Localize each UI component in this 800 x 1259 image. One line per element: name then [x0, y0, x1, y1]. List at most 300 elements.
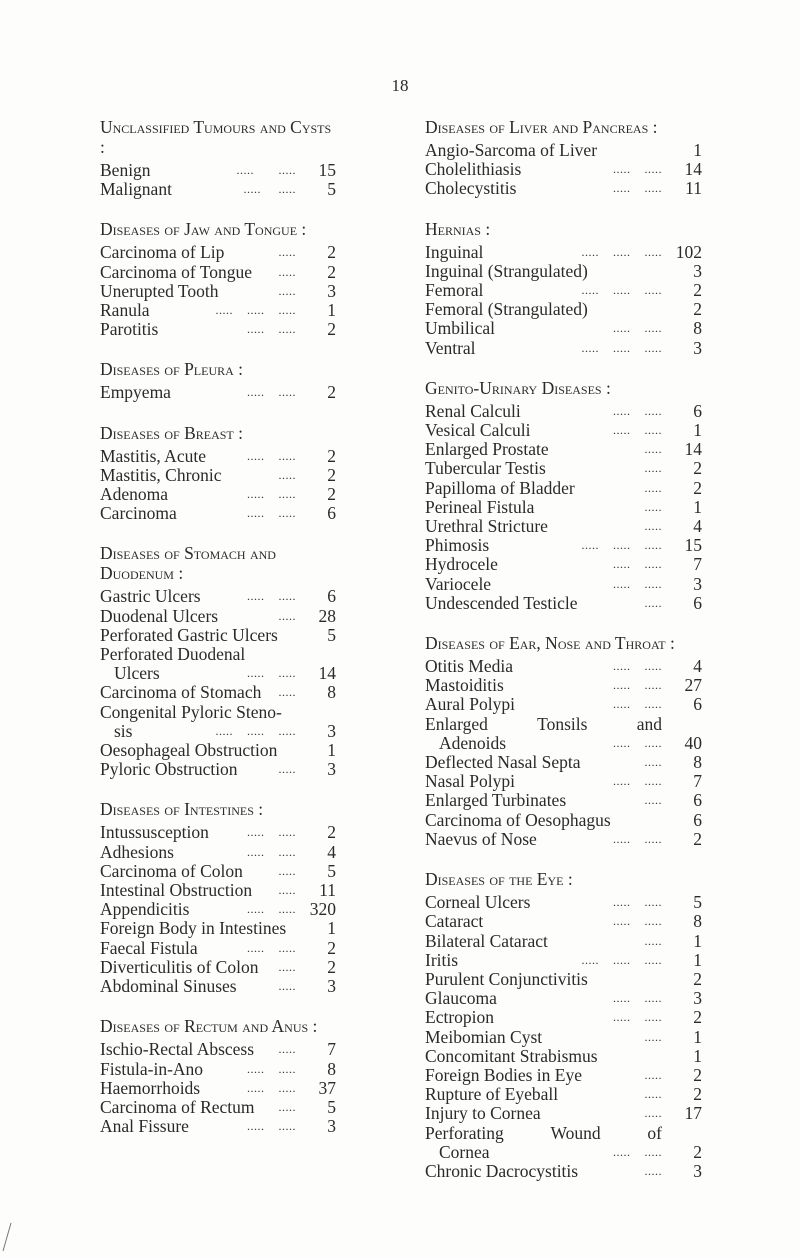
section: [425, 378, 702, 613]
row-count: 1: [327, 918, 336, 939]
section: [100, 219, 336, 339]
table-row: [425, 932, 702, 951]
leader-dots: ..... .....: [613, 423, 662, 438]
section-heading: Diseases of Pleura :: [100, 359, 244, 380]
row-label: Adenoma: [100, 484, 169, 505]
leader-dots: .....: [644, 595, 662, 610]
leader-dots: .....: [278, 283, 296, 298]
row-label: Meibomian Cyst: [425, 1026, 543, 1047]
table-row: [425, 179, 702, 198]
leader-dots: .....: [644, 1067, 662, 1082]
row-count: 17: [684, 1103, 702, 1124]
table-row: [425, 753, 702, 772]
leader-dots: ..... .....: [613, 181, 662, 196]
row-count: 15: [684, 535, 702, 556]
leader-dots: ..... .....: [236, 163, 296, 177]
row-count: 2: [327, 484, 336, 505]
row-label: Oesophageal Obstruction: [100, 740, 278, 761]
section: [100, 423, 336, 524]
table-row: [100, 1079, 336, 1098]
table-row: [100, 587, 336, 606]
row-count: 3: [327, 280, 336, 301]
leader-dots: ..... ..... .....: [581, 283, 662, 298]
row-label: Perforating Wound of: [425, 1122, 662, 1143]
row-count: 14: [318, 663, 336, 684]
table-row: [425, 1028, 702, 1047]
row-label: Ventral: [425, 337, 476, 358]
table-row: [100, 320, 336, 339]
leader-dots: ..... .....: [247, 1061, 296, 1076]
row-label: Femoral: [425, 280, 484, 301]
row-label: Carcinoma of Oesophagus: [425, 809, 611, 830]
table-row: [425, 676, 702, 695]
table-row: [425, 734, 702, 753]
row-label: Adenoids: [439, 732, 507, 753]
row-label: Aural Polypi: [425, 694, 515, 715]
leader-dots: .....: [644, 499, 662, 514]
leader-dots: .....: [278, 467, 296, 482]
row-label: Iritis: [425, 949, 459, 970]
row-label: Urethral Stricture: [425, 516, 548, 537]
leader-dots: ..... .....: [613, 774, 662, 789]
table-row: [425, 479, 702, 498]
row-label: Enlarged Prostate: [425, 439, 549, 460]
table-row: [425, 575, 702, 594]
row-count: 8: [327, 682, 336, 703]
leader-dots: .....: [278, 979, 296, 994]
row-label: Hydrocele: [425, 554, 498, 575]
row-label: Carcinoma of Rectum: [100, 1096, 255, 1117]
row-count: 1: [693, 496, 702, 517]
row-count: 6: [693, 400, 702, 421]
table-row: [100, 741, 336, 760]
row-label: Chronic Dacrocystitis: [425, 1160, 579, 1181]
section: [100, 1016, 336, 1136]
row-label: Femoral (Strangulated): [425, 299, 588, 320]
table-row: [425, 300, 702, 319]
row-label: Concomitant Strabismus: [425, 1045, 598, 1066]
row-count: 5: [327, 860, 336, 881]
leader-dots: ..... ..... .....: [215, 303, 296, 318]
row-label: Perforated Duodenal: [100, 644, 246, 665]
row-count: 8: [693, 752, 702, 773]
row-count: 27: [684, 675, 702, 696]
section: [100, 117, 336, 199]
row-label: Ranula: [100, 300, 150, 321]
table-row: [425, 830, 702, 849]
row-count: 102: [675, 241, 702, 262]
row-label: Foreign Bodies in Eye: [425, 1064, 582, 1085]
row-count: 1: [693, 1026, 702, 1047]
table-row: [425, 970, 702, 989]
table-row: [425, 893, 702, 912]
row-count: 2: [327, 445, 336, 466]
row-count: 2: [693, 968, 702, 989]
table-row: [425, 1104, 702, 1123]
table-row: [100, 843, 336, 862]
row-label: Duodenal Ulcers: [100, 605, 219, 626]
row-label: Diverticulitis of Colon: [100, 956, 259, 977]
row-count: 5: [693, 892, 702, 913]
section-heading: Diseases of Intestines :: [100, 799, 264, 820]
table-row: [100, 881, 336, 900]
row-count: 1: [327, 300, 336, 321]
row-count: 2: [327, 382, 336, 403]
table-row: [425, 715, 702, 734]
row-count: 2: [693, 1141, 702, 1162]
row-count: 28: [318, 605, 336, 626]
leader-dots: ..... ..... .....: [581, 538, 662, 553]
row-label: Adhesions: [100, 841, 174, 862]
table-row: [100, 760, 336, 779]
leader-dots: .....: [644, 519, 662, 534]
leader-dots: ..... .....: [613, 678, 662, 693]
row-label: Carcinoma of Stomach: [100, 682, 262, 703]
leader-dots: .....: [278, 1042, 296, 1057]
table-row: [425, 1143, 702, 1162]
row-label: Mastitis, Acute: [100, 445, 206, 466]
leader-dots: .....: [644, 1087, 662, 1102]
row-label: Cholecystitis: [425, 178, 517, 199]
row-count: 2: [693, 299, 702, 320]
row-count: 2: [327, 319, 336, 340]
section-heading: Diseases of Breast :: [100, 422, 243, 443]
leader-dots: ..... .....: [247, 487, 296, 502]
table-row: [100, 645, 336, 664]
table-row: [100, 1060, 336, 1079]
row-count: 1: [693, 949, 702, 970]
stray-pen-mark: [2, 1222, 12, 1252]
row-label: Angio-Sarcoma of Liver: [425, 140, 598, 160]
leader-dots: ..... .....: [243, 182, 296, 197]
page-number: 18: [391, 76, 409, 95]
leader-dots: ..... .....: [613, 831, 662, 846]
row-count: 2: [327, 956, 336, 977]
row-count: 7: [693, 771, 702, 792]
row-label: Intestinal Obstruction: [100, 880, 253, 901]
row-label: Undescended Testicle: [425, 592, 578, 613]
row-count: 2: [693, 280, 702, 301]
table-row: [425, 440, 702, 459]
row-label: Malignant: [100, 179, 172, 200]
row-count: 3: [693, 337, 702, 358]
row-label: Pyloric Obstruction: [100, 759, 238, 780]
row-count: 3: [693, 1160, 702, 1181]
row-label: Purulent Conjunctivitis: [425, 968, 588, 989]
row-label: Appendicitis: [100, 899, 190, 920]
row-label: Renal Calculi: [425, 400, 521, 421]
row-count: 6: [693, 790, 702, 811]
table-row: [425, 459, 702, 478]
row-count: 2: [327, 464, 336, 485]
table-row: [100, 722, 336, 741]
leader-dots: .....: [278, 264, 296, 279]
table-row: [425, 402, 702, 421]
row-label: Ulcers: [114, 663, 160, 684]
leader-dots: ..... .....: [247, 844, 296, 859]
row-label: Otitis Media: [425, 656, 513, 677]
leader-dots: ..... ..... .....: [581, 952, 662, 967]
table-row: [100, 282, 336, 301]
row-count: 3: [327, 759, 336, 780]
row-count: 2: [693, 477, 702, 498]
row-label: Anal Fissure: [100, 1116, 189, 1137]
leader-dots: .....: [278, 863, 296, 878]
row-label: Enlarged Turbinates: [425, 790, 567, 811]
leader-dots: .....: [644, 755, 662, 770]
row-label: Abdominal Sinuses: [100, 976, 237, 997]
row-count: 8: [693, 911, 702, 932]
leader-dots: ..... .....: [613, 1144, 662, 1159]
table-row: [100, 664, 336, 683]
row-count: 3: [693, 260, 702, 281]
row-label: Vesical Calculi: [425, 420, 531, 441]
leader-dots: .....: [644, 1106, 662, 1121]
row-label: Foreign Body in Intestines: [100, 918, 287, 939]
leader-dots: ..... .....: [247, 940, 296, 955]
table-row: [425, 281, 702, 300]
section-heading: Diseases of the Eye :: [425, 869, 573, 890]
row-count: 320: [309, 899, 336, 920]
table-row: [100, 1040, 336, 1059]
leader-dots: .....: [278, 1099, 296, 1114]
row-count: 6: [693, 592, 702, 613]
leader-dots: ..... .....: [613, 403, 662, 418]
section: [425, 219, 702, 358]
table-row: [425, 791, 702, 810]
leader-dots: ..... ..... .....: [581, 244, 662, 259]
section-heading: Diseases of Ear, Nose and Throat :: [425, 633, 675, 654]
row-count: 2: [693, 1084, 702, 1105]
row-label: Inguinal: [425, 241, 484, 262]
row-count: 5: [327, 1096, 336, 1117]
leader-dots: ..... .....: [247, 448, 296, 463]
table-row: [425, 1008, 702, 1027]
row-count: 15: [318, 160, 336, 180]
leader-dots: .....: [644, 461, 662, 476]
leader-dots: ..... .....: [247, 825, 296, 840]
table-row: [100, 626, 336, 645]
section: [100, 359, 336, 402]
row-label: Congenital Pyloric Steno-: [100, 701, 282, 722]
row-label: Fistula-in-Ano: [100, 1058, 204, 1079]
leader-dots: ..... .....: [613, 576, 662, 591]
row-label: Phimosis: [425, 535, 490, 556]
table-row: [100, 862, 336, 881]
leader-dots: ..... .....: [247, 1119, 296, 1134]
row-count: 3: [693, 573, 702, 594]
table-row: [425, 1162, 702, 1181]
row-label: Corneal Ulcers: [425, 892, 531, 913]
table-row: [425, 536, 702, 555]
section-heading: Diseases of Jaw and Tongue :: [100, 219, 307, 240]
table-row: [100, 466, 336, 485]
row-label: Haemorrhoids: [100, 1077, 201, 1098]
row-label: Injury to Cornea: [425, 1103, 541, 1124]
row-label: Rupture of Eyeball: [425, 1084, 559, 1105]
leader-dots: ..... ..... .....: [581, 340, 662, 355]
table-row: [100, 900, 336, 919]
row-count: 2: [693, 1007, 702, 1028]
row-label: Perineal Fistula: [425, 496, 535, 517]
table-row: [425, 989, 702, 1008]
leader-dots: ..... .....: [613, 735, 662, 750]
row-count: 4: [327, 841, 336, 862]
section: [425, 633, 702, 849]
row-label: Carcinoma of Colon: [100, 860, 243, 881]
table-row: [100, 1098, 336, 1117]
row-count: 2: [693, 1064, 702, 1085]
row-count: 6: [693, 694, 702, 715]
row-count: 8: [693, 318, 702, 339]
leader-dots: .....: [644, 933, 662, 948]
row-count: 5: [327, 624, 336, 645]
leader-dots: .....: [644, 1029, 662, 1044]
row-count: 2: [327, 822, 336, 843]
table-row: [425, 912, 702, 931]
table-row: [425, 319, 702, 338]
section: [100, 799, 336, 996]
table-row: [100, 243, 336, 262]
row-count: 3: [693, 988, 702, 1009]
table-row: [425, 657, 702, 676]
table-row: [425, 243, 702, 262]
row-label: Deflected Nasal Septa: [425, 752, 581, 773]
table-row: [425, 555, 702, 574]
leader-dots: .....: [278, 762, 296, 777]
table-row: [425, 1047, 702, 1066]
leader-dots: ..... .....: [613, 914, 662, 929]
table-row: [100, 485, 336, 504]
row-label: Glaucoma: [425, 988, 497, 1009]
row-label: Benign: [100, 160, 151, 180]
section-heading: Diseases of Stomach and Duodenum :: [100, 543, 276, 584]
table-row: [100, 263, 336, 282]
right-column: [425, 117, 702, 1201]
row-label: sis: [114, 720, 133, 741]
row-count: 2: [327, 937, 336, 958]
leader-dots: ..... .....: [247, 1080, 296, 1095]
row-count: 1: [693, 140, 702, 160]
table-row: [425, 1124, 702, 1143]
leader-dots: ..... .....: [613, 1010, 662, 1025]
row-count: 4: [693, 656, 702, 677]
row-label: Unerupted Tooth: [100, 280, 219, 301]
row-label: Cholelithiasis: [425, 159, 522, 180]
section: [425, 117, 702, 199]
table-row: [100, 180, 336, 199]
table-row: [100, 161, 336, 180]
table-row: [425, 695, 702, 714]
leader-dots: ..... .....: [247, 902, 296, 917]
leader-dots: .....: [278, 245, 296, 260]
row-count: 3: [327, 720, 336, 741]
row-label: Ischio-Rectal Abscess: [100, 1039, 255, 1060]
table-row: [425, 1085, 702, 1104]
leader-dots: ..... .....: [247, 506, 296, 521]
leader-dots: ..... .....: [247, 666, 296, 681]
table-row: [425, 498, 702, 517]
row-label: Papilloma of Bladder: [425, 477, 575, 498]
row-label: Tubercular Testis: [425, 458, 546, 479]
table-row: [425, 262, 702, 281]
left-column: [100, 117, 336, 1156]
row-count: 37: [318, 1077, 336, 1098]
section-heading: Unclassified Tumours and Cysts :: [100, 117, 332, 157]
row-label: Naevus of Nose: [425, 828, 537, 849]
row-count: 14: [684, 439, 702, 460]
row-count: 2: [327, 242, 336, 263]
table-row: [100, 1117, 336, 1136]
row-count: 1: [327, 740, 336, 761]
row-label: Cornea: [439, 1141, 490, 1162]
table-row: [425, 339, 702, 358]
table-row: [425, 421, 702, 440]
leader-dots: ..... .....: [613, 321, 662, 336]
row-count: 3: [327, 976, 336, 997]
table-row: [425, 811, 702, 830]
row-count: 2: [693, 828, 702, 849]
leader-dots: ..... .....: [247, 322, 296, 337]
row-label: Bilateral Cataract: [425, 930, 548, 951]
section-heading: Genito-Urinary Diseases :: [425, 377, 611, 398]
leader-dots: .....: [644, 1163, 662, 1178]
row-count: 6: [693, 809, 702, 830]
row-label: Empyema: [100, 382, 171, 403]
row-count: 1: [693, 930, 702, 951]
leader-dots: ..... .....: [613, 659, 662, 674]
row-count: 1: [693, 1045, 702, 1066]
table-row: [100, 683, 336, 702]
table-row: [100, 301, 336, 320]
leader-dots: ..... .....: [613, 895, 662, 910]
leader-dots: .....: [278, 608, 296, 623]
row-count: 11: [685, 178, 702, 199]
row-label: Intussusception: [100, 822, 209, 843]
table-row: [100, 447, 336, 466]
row-count: 40: [684, 732, 702, 753]
row-count: 7: [693, 554, 702, 575]
section: [100, 543, 336, 779]
table-row: [425, 160, 702, 179]
row-count: 3: [327, 1116, 336, 1137]
row-count: 2: [693, 458, 702, 479]
row-count: 8: [327, 1058, 336, 1079]
row-label: Umbilical: [425, 318, 495, 339]
row-label: Ectropion: [425, 1007, 495, 1028]
leader-dots: ..... ..... .....: [215, 723, 296, 738]
leader-dots: .....: [644, 442, 662, 457]
row-label: Carcinoma: [100, 503, 177, 524]
row-count: 11: [319, 880, 336, 901]
leader-dots: ..... .....: [247, 589, 296, 604]
table-row: [425, 594, 702, 613]
row-count: 4: [693, 516, 702, 537]
row-label: Parotitis: [100, 319, 159, 340]
table-row: [100, 504, 336, 523]
leader-dots: .....: [278, 685, 296, 700]
row-label: Faecal Fistula: [100, 937, 198, 958]
leader-dots: ..... .....: [613, 991, 662, 1006]
row-count: 7: [327, 1039, 336, 1060]
table-row: [100, 977, 336, 996]
row-count: 6: [327, 586, 336, 607]
table-row: [425, 517, 702, 536]
row-count: 14: [684, 159, 702, 180]
row-label: Cataract: [425, 911, 484, 932]
leader-dots: .....: [644, 480, 662, 495]
section-heading: Diseases of Liver and Pancreas :: [425, 117, 658, 137]
